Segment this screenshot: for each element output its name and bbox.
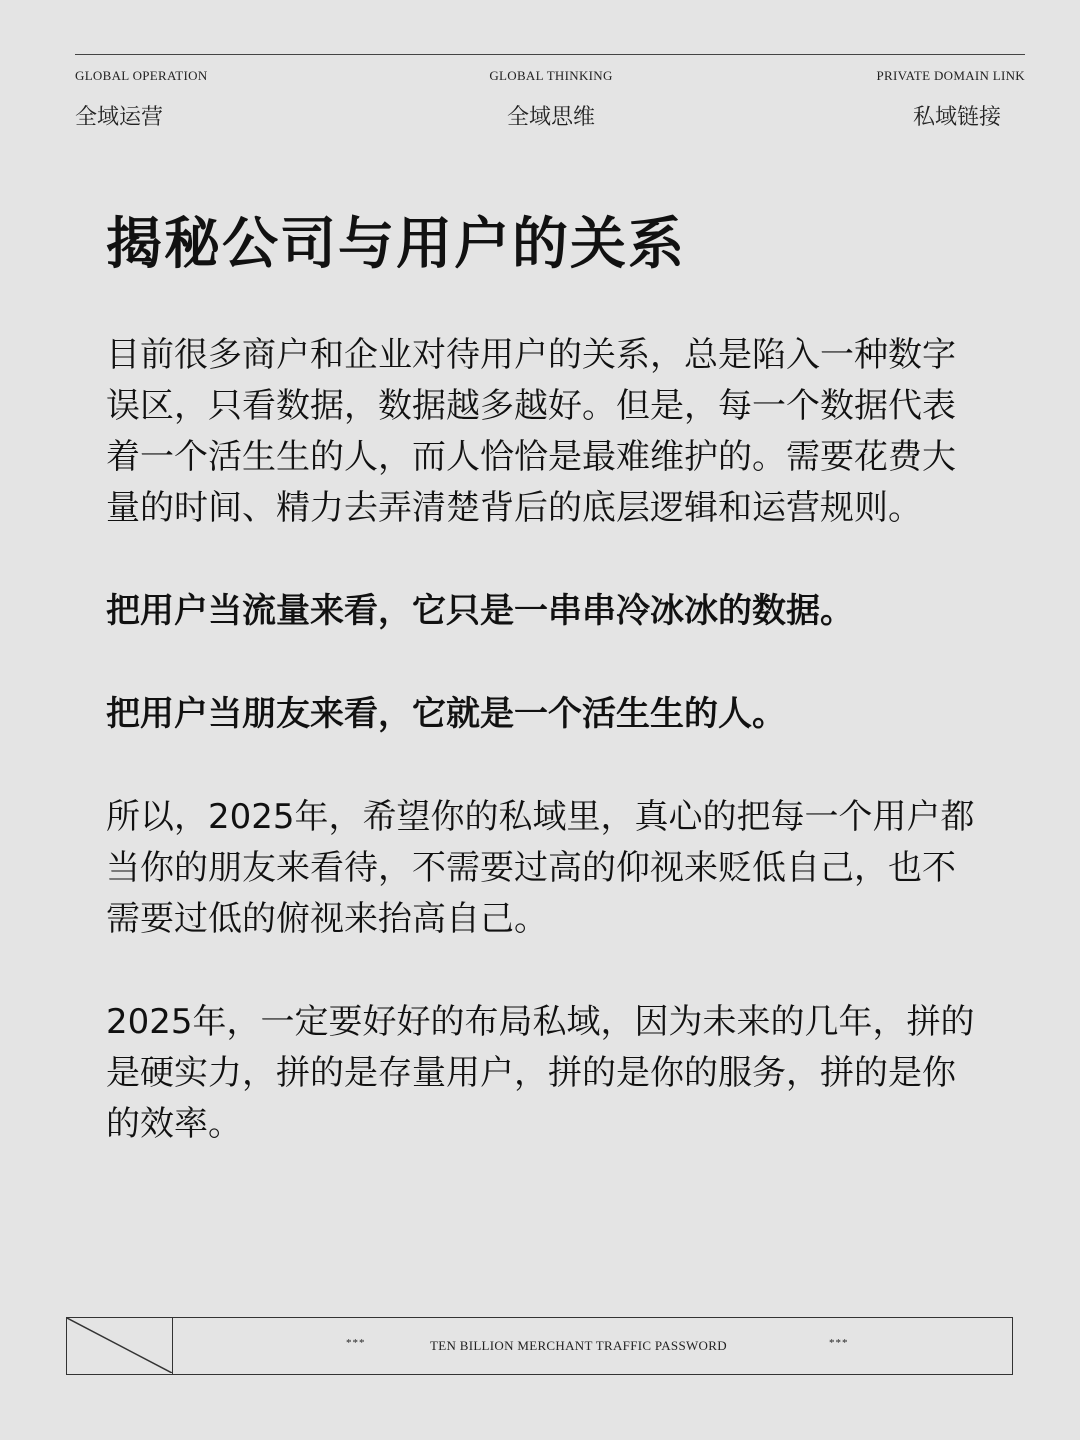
footer-banner bbox=[66, 1317, 1013, 1375]
article-body bbox=[106, 330, 986, 1202]
footer-text-area bbox=[172, 1318, 1012, 1374]
header-right-zh: 私域链接 bbox=[912, 105, 1001, 130]
header-middle-en: GLOBAL THINKING bbox=[489, 68, 613, 83]
top-divider bbox=[75, 54, 1025, 55]
header bbox=[75, 68, 1025, 138]
header-left-en: GLOBAL OPERATION bbox=[75, 68, 208, 83]
paragraph-intro: 目前很多商户和企业对待用户的关系，总是陷入一种数字误区，只看数据，数据越多越好。但是，每一个数据代表着一个活生生的人，而人恰恰是最难维护的。需要花费大量的时间、精力去弄清楚背后的底层逻辑和运营规则。 bbox=[106, 335, 956, 528]
footer-stars-right: *** bbox=[829, 1337, 849, 1349]
paragraph-traffic-view: 把用户当流量来看，它只是一串串冷冰冰的数据。 bbox=[106, 591, 854, 631]
header-middle bbox=[484, 68, 618, 131]
header-middle-zh: 全域思维 bbox=[506, 105, 595, 130]
diagonal-line-icon bbox=[67, 1318, 173, 1374]
footer-stars-left: *** bbox=[346, 1337, 366, 1349]
header-right-en: PRIVATE DOMAIN LINK bbox=[876, 68, 1025, 83]
footer-label: TEN BILLION MERCHANT TRAFFIC PASSWORD bbox=[430, 1338, 727, 1353]
paragraph-2025-hope: 所以，2025年，希望你的私域里，真心的把每一个用户都当你的朋友来看待，不需要过高的仰视来贬低自己，也不需要过低的俯视来抬高自己。 bbox=[106, 797, 975, 939]
paragraph-friend-view: 把用户当朋友来看，它就是一个活生生的人。 bbox=[106, 694, 786, 734]
page-title: 揭秘公司与用户的关系 bbox=[106, 212, 686, 277]
header-left-zh: 全域运营 bbox=[75, 105, 164, 130]
header-left bbox=[75, 68, 208, 131]
paragraph-2025-plan: 2025年，一定要好好的布局私域，因为未来的几年，拼的是硬实力，拼的是存量用户，拼的是你的服务，拼的是你的效率。 bbox=[106, 1002, 975, 1144]
header-right bbox=[877, 68, 1025, 131]
